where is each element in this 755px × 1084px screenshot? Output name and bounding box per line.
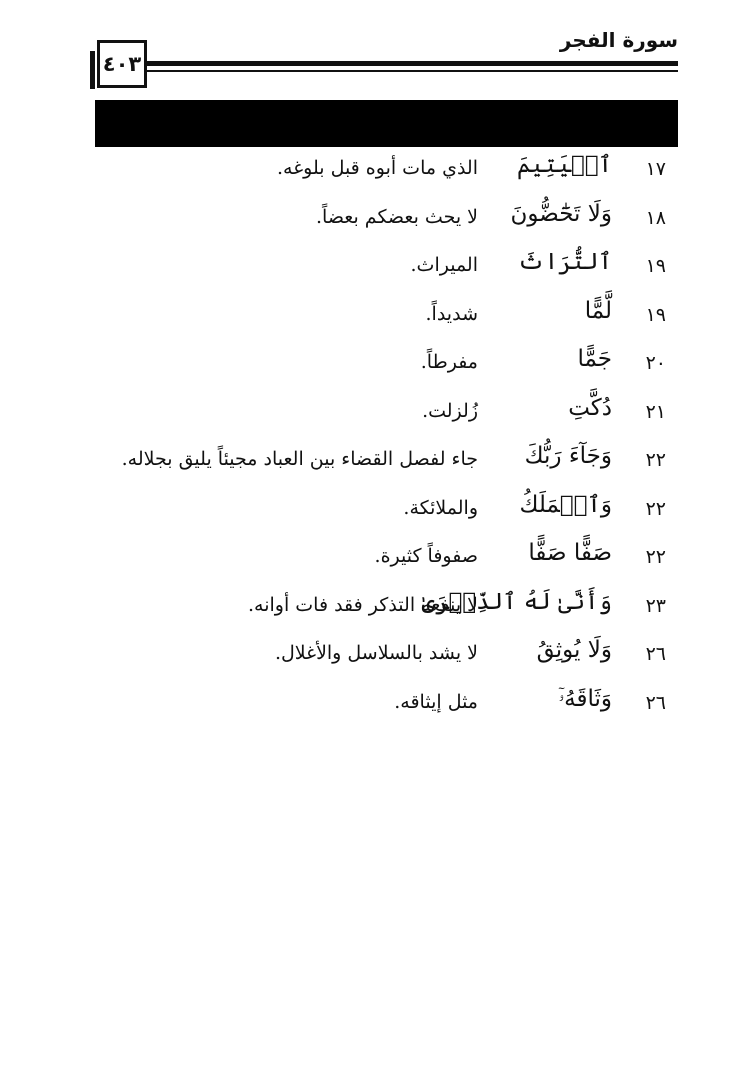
black-band bbox=[95, 100, 678, 147]
glossary-entry bbox=[95, 296, 678, 345]
verse-number: ٢٠ bbox=[645, 352, 666, 374]
glossary-entry bbox=[95, 441, 678, 490]
glossary-entry bbox=[95, 344, 678, 393]
header-rule-thin bbox=[147, 70, 678, 72]
quran-word: وَثَاقَهُۥٓ bbox=[558, 685, 612, 712]
glossary-entry bbox=[95, 199, 678, 248]
verse-number: ١٨ bbox=[645, 206, 666, 229]
header-rule-thick bbox=[147, 61, 678, 66]
verse-number: ١٩ bbox=[645, 255, 666, 277]
glossary-list bbox=[95, 150, 678, 732]
verse-number: ٢٣ bbox=[645, 594, 666, 617]
verse-number: ٢٢ bbox=[645, 497, 666, 520]
glossary-entry bbox=[95, 490, 678, 539]
quran-word: جَمًّا bbox=[577, 346, 612, 372]
glossary-entry bbox=[95, 538, 678, 587]
quran-word: وَلَا تَحَٰٓضُّونَ bbox=[510, 200, 612, 227]
verse-number: ٢٢ bbox=[645, 449, 666, 471]
quran-word: وَجَآءَ رَبُّكَ bbox=[524, 443, 612, 469]
quran-word: لَّمًّا bbox=[584, 297, 612, 324]
word-meaning: مثل إيثاقه. bbox=[394, 690, 478, 713]
verse-number: ٢١ bbox=[645, 400, 666, 423]
quran-word: ٱلۡيَتِيمَ bbox=[517, 152, 612, 178]
word-meaning: صفوفاً كثيرة. bbox=[374, 545, 478, 567]
quran-word: وَأَنَّىٰ لَهُ ٱلذِّكۡرَىٰ bbox=[421, 588, 612, 615]
glossary-entry bbox=[95, 684, 678, 733]
word-meaning: الذي مات أبوه قبل بلوغه. bbox=[276, 157, 478, 179]
quran-word: وَلَا يُوثِقُ bbox=[536, 637, 612, 663]
page-number-box bbox=[97, 40, 147, 88]
quran-word: صَفًّا صَفًّا bbox=[528, 540, 612, 566]
page-number: ٤٠٣ bbox=[102, 52, 142, 76]
word-meaning: والملائكة. bbox=[403, 496, 478, 519]
glossary-entry bbox=[95, 247, 678, 296]
verse-number: ٢٦ bbox=[645, 643, 666, 665]
word-meaning: مفرطاً. bbox=[420, 351, 478, 373]
glossary-entry bbox=[95, 393, 678, 442]
glossary-entry bbox=[95, 587, 678, 636]
word-meaning: الميراث. bbox=[410, 254, 478, 276]
word-meaning: جاء لفصل القضاء بين العباد مجيئاً يليق بجلاله. bbox=[121, 448, 478, 470]
surah-title: سورة الفجر bbox=[559, 28, 678, 52]
word-meaning: لا ينفعه التذكر فقد فات أوانه. bbox=[248, 593, 478, 616]
verse-number: ١٧ bbox=[645, 158, 666, 180]
quran-word: دُكَّتِ bbox=[568, 394, 612, 421]
verse-number: ٢٢ bbox=[645, 546, 666, 568]
verse-number: ٢٦ bbox=[645, 691, 666, 714]
word-meaning: زُلزلت. bbox=[422, 399, 478, 422]
word-meaning: لا يحث بعضكم بعضاً. bbox=[316, 205, 478, 228]
word-meaning: شديداً. bbox=[425, 302, 478, 325]
quran-word: وَٱلۡمَلَكُ bbox=[519, 491, 612, 518]
word-meaning: لا يشد بالسلاسل والأغلال. bbox=[274, 642, 478, 664]
glossary-entry bbox=[95, 150, 678, 199]
verse-number: ١٩ bbox=[645, 303, 666, 326]
glossary-entry bbox=[95, 635, 678, 684]
quran-word: ٱلتُّرَاثَ bbox=[517, 249, 612, 275]
